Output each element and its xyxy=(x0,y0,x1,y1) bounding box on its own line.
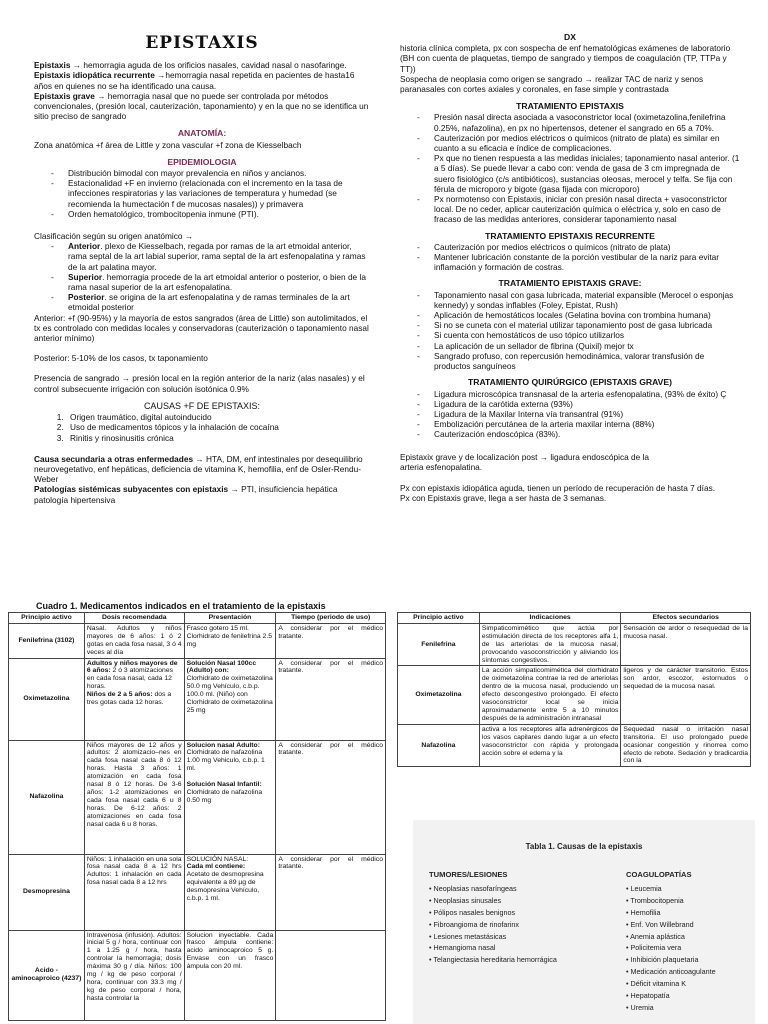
secondary-term: Patologías sistémicas subyacentes con epistaxis xyxy=(34,484,229,495)
time-cell: A considerar por el médico tratante. xyxy=(276,740,386,854)
presentation-cell: Solucion inyectable. Cada frasco ámpula contiene: acido aminocaproico 5 g. Envase con un frasco ámpula con 20 ml. xyxy=(184,930,276,1020)
class-term: Posterior xyxy=(68,292,105,303)
column-header: Principio activo xyxy=(398,613,480,624)
definitions xyxy=(34,60,370,121)
definition-term: Epistaxis grave xyxy=(34,90,95,101)
time-cell: A considerar por el médico tratante. xyxy=(276,623,386,658)
class-term: Anterior xyxy=(68,241,101,252)
dose-cell: Niños mayores de 12 años y adultos: 2 atomizacio–nes en cada fosa nasal cada 8 ó 12 horas. Hasta 3 años: 1 atomización en cada fosa nasal 8 ó 12 horas. De 3-6 años: 1-2 atomizaciones en cada fosa nasal cada 6 u 8 horas. De 6-12 años: 2 atomizaciones en cada fosa nasal cada 6 u 8 horas. xyxy=(84,740,184,854)
posterior-grave-note: Epistaxix grave y de localización post → ligadura endoscópica de la arteria esfenopalatina. xyxy=(400,451,650,472)
surgical-treatment-list xyxy=(400,389,740,440)
list-item: - La aplicación de un sellador de fibrina (Quixil) mejor tx xyxy=(400,341,740,351)
list-item: - Px que no tienen respuesta a las medidas iniciales; taponamiento nasal anterior. (1 a 5 días). Se puede llevar a cabo con: venda de gasa de 3 cm impregnada de suero fisiológico (c/s antibióticos), sustancias oleosas, merocel y telfa. Se fija con férula de microporo y bigote (gasa fijada con microporo) xyxy=(400,153,740,194)
column-header: Dosis recomendada xyxy=(84,613,184,624)
list-item: - Aplicación de hemostáticos locales (Gelatina bovina con trombina humana) xyxy=(400,310,740,320)
causes-list xyxy=(34,412,370,443)
table-row xyxy=(9,930,386,1020)
presentation-cell xyxy=(184,854,276,930)
presentation-text: Clorhidrato de nafazolina 1.00 mg Vehiculo, c.b.p. 1 ml. xyxy=(186,749,265,773)
coagulopathies-heading: COAGULOPATÍAS xyxy=(626,870,692,879)
list-item: - Estacionalidad +F en invierno (relacionada con el incremento en la tasa de infecciones respiratorias y las variaciones de temperatura y humedad (se recomienda la humectación f de mucosas nasales)) y primavera xyxy=(34,178,370,209)
drug-cell: Fenilefrina xyxy=(398,623,480,666)
grave-treatment-list xyxy=(400,290,740,372)
definition-text: →hemorragia nasal repetida en pacientes de hasta16 años en quienes no se ha identificado una causa. xyxy=(34,70,355,91)
indication-cell: activa a los receptores alfa adrenérgicos de los vasos capilares dando lugar a un efecto vasoconstrictor con rápida y prolongada acción sobre el edema y la xyxy=(479,724,621,767)
list-item: - Si no se cuneta con el material utilizar taponamiento post de gasa lubricada xyxy=(400,320,740,330)
causes-heading: CAUSAS +F DE EPISTAXIS: xyxy=(143,400,261,411)
table-row xyxy=(9,854,386,930)
list-item: • Trombocitopenia xyxy=(626,895,716,907)
table-row xyxy=(398,724,751,767)
surgical-treatment-heading: TRATAMIENTO QUIRÚRGICO (EPISTAXIS GRAVE) xyxy=(467,377,673,388)
list-item xyxy=(34,272,370,292)
posterior-note: Posterior: 5-10% de los casos, tx taponamiento xyxy=(34,353,208,364)
column-header: Efectos secundarios xyxy=(621,613,751,624)
list-item: - Taponamiento nasal con gasa lubricada, material expansible (Merocel o esponjas kennedy) y sondas inflables (Foley, Epistat, Rush) xyxy=(400,290,740,310)
drug-cell: Nafazolina xyxy=(398,724,480,767)
list-item: • Lesiones metastásicas xyxy=(429,931,557,943)
presentation-bold: Solución Nasal Infantil: xyxy=(186,781,262,789)
drug-cell: Acido - aminocaproico (4237) xyxy=(9,930,85,1020)
causes-table xyxy=(413,820,755,1024)
indication-cell: Simpaticomimético que actúa por estimulación directa de los receptores alfa 1, de las arteriolas de la mucosa nasal, provocando vasoconstricción y aliviando los síntomas congestivos. xyxy=(479,623,621,666)
presentation-text: Clorhidrato de nafazolina 0.50 mg xyxy=(186,788,263,804)
list-item xyxy=(34,292,370,312)
medications-table xyxy=(8,612,386,1021)
table1-title: Cuadro 1. Medicamentos indicados en el tratamiento de la epistaxis xyxy=(36,601,326,611)
list-item: • Pólipos nasales benignos xyxy=(429,907,557,919)
secondary-text: → HTA, DM, enf intestinales por desequilibrio neurovegetativo, enf hepáticas, deficiencia de vitamina K, hemofilia, enf de Osler-Rendu-Weber xyxy=(34,453,363,485)
class-text: . plexo de Kiesselbach, regada por ramas de la art etmoidal anterior, rama septal de la art labial superior, rama septal de la art esfenopalatina y ramas de la art palatina mayor. xyxy=(68,241,366,272)
list-item: • Inhibición plaquetaria xyxy=(626,954,716,966)
presentation-cell: Frasco gotero 15 ml. Clorhidrato de fenilefrina 2.5 mg xyxy=(184,623,276,658)
dose-cell: Nasal. Adultos y niños mayores de 6 años: 1 ó 2 gotas en cada fosa nasal, 3 ó 4 veces al día xyxy=(84,623,184,658)
indication-cell: La acción simpaticomimética del clorhidrato de oximetazolina contrae la red de arteriolas dentro de la mucosa nasal, produciendo un efecto descongestivo prolongado. El efecto vasoconstrictor local se inicia aproximadamente entre 5 a 10 minutos después de la administración intranasal xyxy=(479,666,621,724)
document-title: EPISTAXIS xyxy=(145,33,259,53)
effects-cell: ligeros y de carácter transitorio. Estos son ardor, escozor, estornudos o sequedad de la mucosa nasal. xyxy=(621,666,751,724)
drug-cell: Oximetazolina xyxy=(9,658,85,740)
list-item: • Neoplasias sinusales xyxy=(429,895,557,907)
column-header: Indicaciones xyxy=(479,613,621,624)
definition-text: → hemorragia aguda de los orificios nasales, cavidad nasal o nasofaringe. xyxy=(70,60,347,71)
list-item: - Sangrado profuso, con repercusión hemodinámica, valorar transfusión de productos sanguíneos xyxy=(400,351,740,371)
list-item: - Embolización percutánea de la arteria maxilar interna (88%) xyxy=(400,419,740,429)
list-item xyxy=(34,241,370,272)
list-item: - Px normotenso con Epistaxis, iniciar con presión nasal directa + vasoconstrictor local. De no ceder, aplicar cauterización química o eléctrica y, solo en caso de fracaso de las medidas anteriores, considerar taponamiento nasal xyxy=(400,194,740,225)
list-item: • Policitemia vera xyxy=(626,942,716,954)
presentation-text: Clorhidrato de oximetazolina 50.0 mg Vehículo, c.b.p. 100.0 ml. (Niño) con Clorhidrato de oximetazolina 25 mg xyxy=(186,675,273,714)
presentation-bold: Cada ml contiene: xyxy=(186,863,246,871)
list-item: - Ligadura de la carótida externa (93%) xyxy=(400,399,740,409)
left-column xyxy=(34,33,370,505)
recovery-note: Px con Epistaxis grave, llega a ser hasta de 3 semanas. xyxy=(400,493,607,504)
list-item: • Telangiectasia hereditaria hemorrágica xyxy=(429,954,557,966)
list-item: - Si cuenta con hemostáticos de uso tópico utilizarlos xyxy=(400,330,740,340)
list-item: - Cauterización endoscópica (83%). xyxy=(400,429,740,439)
list-item: - Orden hematológico, trombocitopenia inmune (PTI). xyxy=(34,209,370,219)
list-item: • Medicación anticoagulante xyxy=(626,966,716,978)
list-item: • Leucemia xyxy=(626,883,716,895)
list-item: • Fibroangioma de rinofarinx xyxy=(429,919,557,931)
list-item: • Hepatopatía xyxy=(626,990,716,1002)
effects-cell: Sequedad nasal o irritación nasal transitoria. El uso prolongado puede ocasionar congestión y rinorrea como efecto de rebote. Sedación y bradicardia con la xyxy=(621,724,751,767)
drug-cell: Desmopresina xyxy=(9,854,85,930)
dx-text-neoplasia: Sospecha de neoplasia como origen se sangrado → realizar TAC de nariz y senos paranasales con cortes axiales y coronales, en fase simple y contrastada xyxy=(400,73,704,95)
dx-text: historia clínica completa, px con sospecha de enf hematológicas exámenes de laboratorio (BH con cuenta de plaquetas, tiempo de sangrado y tiempos de coagulación (TP, TTPa y TT)) xyxy=(400,43,731,74)
list-item: • Déficit vitamina K xyxy=(626,978,716,990)
anatomy-text: Zona anatómica +f área de Little y zona vascular +f zona de Kiesselbach xyxy=(34,139,302,150)
definition-term: Epistaxis xyxy=(34,60,71,71)
grave-treatment-heading: TRATAMIENTO EPISTAXIS GRAVE: xyxy=(498,278,642,289)
dose-text: dos a tres gotas cada 12 horas. xyxy=(86,691,172,707)
definition-text: → hemorragia nasal que no puede ser controlada por métodos convencionales, (presión local, cauterización, taponamiento) y en la que no se identifica un sitio preciso de sangrado xyxy=(34,90,369,122)
table-row xyxy=(9,623,386,658)
table-header-row xyxy=(9,613,386,624)
drug-cell: Fenilefrina (3102) xyxy=(9,623,85,658)
list-item: - Distribución bimodal con mayor prevalencia en niños y ancianos. xyxy=(34,168,370,178)
recurrent-treatment-heading: TRATAMIENTO EPISTAXIS RECURRENTE xyxy=(485,230,655,241)
dose-cell xyxy=(84,658,184,740)
list-item: - Ligadura microscópica transnasal de la arteria esfenopalatina, (93% de éxito) Ç xyxy=(400,389,740,399)
table-row xyxy=(9,658,386,740)
recurrent-treatment-list xyxy=(400,242,740,273)
table-header-row xyxy=(398,613,751,624)
tumors-list xyxy=(429,883,557,966)
list-item: • Uremia xyxy=(626,1002,716,1014)
class-text: . se origina de la art esfenopalatina y de ramas terminales de la art etmoidal posterior xyxy=(68,292,350,313)
dose-bold: Niños de 2 a 5 años: xyxy=(86,691,153,699)
presence-note: Presencia de sangrado → presión local en la región anterior de la nariz (alas nasales) y el control subsecuente irrigación con solución isotónica 0.9% xyxy=(34,373,365,394)
list-item: - Mantener lubricación constante de la porción vestibular de la nariz para evitar inflamación y formación de costras. xyxy=(400,252,740,272)
list-item: - Cauterización por medios eléctricos o químicos (nitrato de plata) xyxy=(400,242,740,252)
table-row xyxy=(9,740,386,854)
classification-list xyxy=(34,241,370,312)
definition-term: Epistaxis idiopática recurrente xyxy=(34,70,155,81)
table-row xyxy=(398,623,751,666)
column-header: Principio activo xyxy=(9,613,85,624)
secondary-term: Causa secundaria a otras enfermedades xyxy=(34,453,194,464)
tumors-column xyxy=(429,869,557,966)
presentation-cell xyxy=(184,658,276,740)
table-row xyxy=(398,666,751,724)
column-header: Tiempo (periodo de uso) xyxy=(276,613,386,624)
effects-cell: Sensación de ardor o resequedad de la mucosa nasal. xyxy=(621,623,751,666)
treatment-heading: TRATAMIENTO EPISTAXIS xyxy=(516,101,624,112)
anatomy-heading: ANATOMÍA: xyxy=(177,128,227,139)
drug-cell: Nafazolina xyxy=(9,740,85,854)
list-item: • Hemofilia xyxy=(626,907,716,919)
coagulopathies-column xyxy=(626,869,716,1014)
causes-table-title: Tabla 1. Causas de la epistaxis xyxy=(525,842,643,851)
right-column xyxy=(400,32,740,503)
coagulopathies-list xyxy=(626,883,716,1014)
list-item: - Ligadura de la Maxilar Interna vía transantral (91%) xyxy=(400,409,740,419)
column-header: Presentación xyxy=(184,613,276,624)
tumors-heading: TUMORES/LESIONES xyxy=(429,870,508,879)
list-item: • Hemangioma nasal xyxy=(429,942,557,954)
recovery-note: Px con epistaxis idiopática aguda, tienen un período de recuperación de hasta 7 días. xyxy=(400,482,716,493)
drug-cell: Oximetazolina xyxy=(398,666,480,724)
presentation-bold: Solucion nasal Adulto: xyxy=(186,741,260,749)
dx-heading: DX xyxy=(564,32,576,42)
presentation-bold: Solución Nasal 100cc (Adulto) con: xyxy=(186,659,257,675)
indications-table xyxy=(397,612,751,767)
class-term: Superior xyxy=(68,271,103,282)
list-item: - Presión nasal directa asociada a vasoconstrictor local (oximetazolina,fenilefrina 0.25%, nafazolina), en px no hipertensos, detener el sangrado en 65 a 70%. xyxy=(400,112,740,132)
secondary-causes xyxy=(34,454,370,505)
dose-cell: Niños: 1 inhalación en una sola fosa nasal cada 8 a 12 hrs Adultos: 1 inhalación en cada fosa nasal cada 8 a 12 hrs xyxy=(84,854,184,930)
list-item: 2. Uso de medicamentos tópicos y la inhalación de cocaína xyxy=(66,422,370,432)
secondary-text: → PTI, insuficiencia hepática patología hipertensiva xyxy=(34,484,338,505)
presentation-text: Acetato de desmopresina equivalente a 89 µg de desmopresina Vehículo, c.b.p. 1 ml. xyxy=(186,871,264,903)
time-cell: A considerar por el médico tratante. xyxy=(276,854,386,930)
anterior-note: Anterior: +f (90-95%) y la mayoría de estos sangrados (área de Little) son autolimitados, el tx es controlado con medidas locales y conservadoras (cauterización o taponamiento nasal anterior mínimo) xyxy=(34,312,369,344)
list-item: • Neoplasias nasofaríngeas xyxy=(429,883,557,895)
list-item: 1. Origen traumático, digital autoinducido xyxy=(66,412,370,422)
list-item: - Cauterización por medios eléctricos o químicos (nitrato de plata) es similar en cuanto a su eficacia e índice de complicaciones. xyxy=(400,133,740,153)
list-item: 3. Rinitis y rinosinusitis crónica xyxy=(66,433,370,443)
dose-bold: Adultos y niños mayores de 6 años: xyxy=(86,659,178,675)
epidemiology-heading: EPIDEMIOLOGIA xyxy=(167,156,237,167)
class-text: . hemorragia procede de la art etmoidal anterior o posterior, o bien de la rama nasal superior de la art esfenopalatina. xyxy=(68,271,366,293)
dose-cell: Intravenosa (infusión). Adultos: inicial 5 g / hora, continuar con 1 a 1.25 g / hora, hasta controlar la hemorragia; dosis máxima 30 g / día. Niños: 100 mg / kg de peso corporal / hora, continuar con 33.3 mg / kg de peso corporal / hora, hasta controlar la xyxy=(84,930,184,1020)
presentation-cell xyxy=(184,740,276,854)
list-item: • Enf. Von Willebrand xyxy=(626,919,716,931)
time-cell xyxy=(276,930,386,1020)
list-item: • Anemia aplástica xyxy=(626,931,716,943)
classification-intro: Clasificación según su origen anatómico → xyxy=(34,231,194,242)
treatment-list xyxy=(400,112,740,224)
time-cell: A considerar por el médico tratante. xyxy=(276,658,386,740)
dose-text: 2 ó 3 atomizaciones en cada fosa nasal, cada 12 horas. xyxy=(86,667,174,691)
epidemiology-list xyxy=(34,168,370,219)
presentation-text: SOLUCIÓN NASAL: xyxy=(186,855,249,863)
